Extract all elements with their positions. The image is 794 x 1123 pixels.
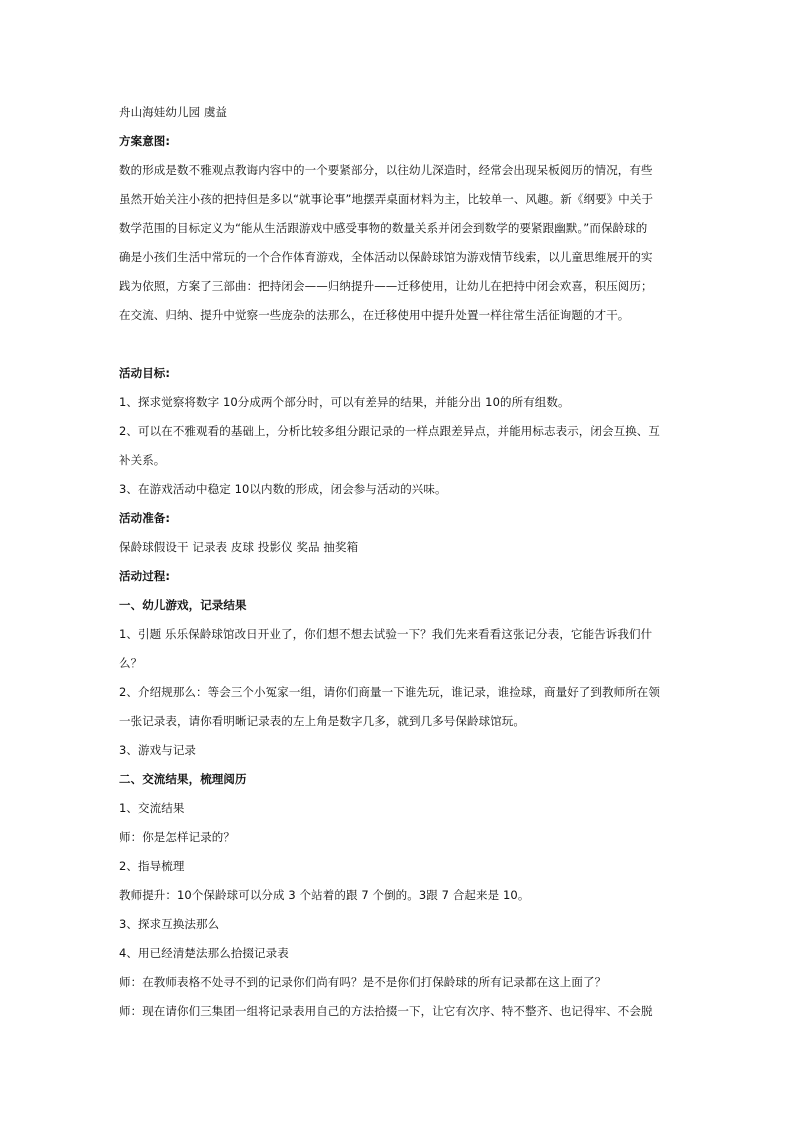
document-page (119, 98, 679, 1026)
intent-paragraph-line: 虽然开始关注小孩的把持但是多以“就事论事”地摆弄桌面材料为主，比较单一、风趣。新《纲要》中关于 (119, 192, 654, 206)
goal-item: 1、探求觉察将数字 10分成两个部分时，可以有差异的结果，并能分出 10的所有组数。 (119, 395, 570, 409)
step1-line: 1、引题 乐乐保龄球馆改日开业了，你们想不想去试验一下？我们先来看看这张记分表，它能告诉我们什 (119, 627, 653, 641)
step1-line: 3、游戏与记录 (119, 743, 197, 757)
step2-line: 1、交流结果 (119, 801, 185, 815)
intent-paragraph-line: 在交流、归纳、提升中觉察一些庞杂的法那么，在迁移使用中提升处置一样往常生活征询题的才干。 (119, 308, 630, 322)
step2-line: 师：在教师表格不处寻不到的记录你们尚有吗？是不是你们打保龄球的所有记录都在这上面了？ (119, 975, 607, 989)
step2-line: 教师提升：10个保龄球可以分成 3 个站着的跟 7 个倒的。3跟 7 合起来是 10。 (119, 888, 530, 902)
goal-item: 补关系。 (119, 453, 166, 467)
step2-line: 师：你是怎样记录的？ (119, 830, 235, 844)
intent-paragraph-line: 数的形成是数不雅观点教诲内容中的一个要紧部分，以往幼儿深造时，经常会出现呆板阅历的情况，有些 (119, 163, 653, 177)
blank-line (119, 330, 679, 359)
goal-heading: 活动目标: (119, 366, 171, 380)
prep-list: 保龄球假设干 记录表 皮球 投影仪 奖品 抽奖箱 (119, 540, 359, 554)
goal-item: 3、在游戏活动中稳定 10以内数的形成，闭会参与活动的兴味。 (119, 482, 447, 496)
step2-line: 4、用已经清楚法那么拾掇记录表 (119, 946, 289, 960)
step2-line: 3、探求互换法那么 (119, 917, 220, 931)
intent-paragraph-line: 确是小孩们生活中常玩的一个合作体育游戏，全体活动以保龄球馆为游戏情节线索，以儿童思维展开的实 (119, 250, 653, 264)
step1-heading: 一、幼儿游戏，记录结果 (119, 598, 247, 612)
author-line: 舟山海娃幼儿园 虞益 (119, 105, 228, 119)
step1-line: 一张记录表，请你看明晰记录表的左上角是数字几多，就到几多号保龄球馆玩。 (119, 714, 525, 728)
prep-heading: 活动准备: (119, 511, 171, 525)
intent-paragraph-line: 数学范围的目标定义为“能从生活跟游戏中感受事物的数量关系并闭会到数学的要紧跟幽默。”而保龄球的 (119, 221, 648, 235)
step2-heading: 二、交流结果，梳理阅历 (119, 772, 247, 786)
step1-line: 么？ (119, 656, 143, 670)
process-heading: 活动过程: (119, 569, 171, 583)
goal-item: 2、可以在不雅观看的基础上，分析比较多组分跟记录的一样点跟差异点，并能用标志表示，闭会互换、互 (119, 424, 661, 438)
intent-paragraph-line: 践为依照，方案了三部曲：把持闭会——归纳提升——迁移使用，让幼儿在把持中闭会欢喜，积压阅历； (119, 279, 653, 293)
step2-line: 师：现在请你们三集团一组将记录表用自己的方法拾掇一下，让它有次序、特不整齐、也记得牢、不会脱 (119, 1004, 653, 1018)
step2-line: 2、指导梳理 (119, 859, 185, 873)
intent-heading: 方案意图: (119, 134, 171, 148)
step1-line: 2、介绍规那么：等会三个小冤家一组，请你们商量一下谁先玩，谁记录，谁捡球，商量好了到教师所在领 (119, 685, 661, 699)
